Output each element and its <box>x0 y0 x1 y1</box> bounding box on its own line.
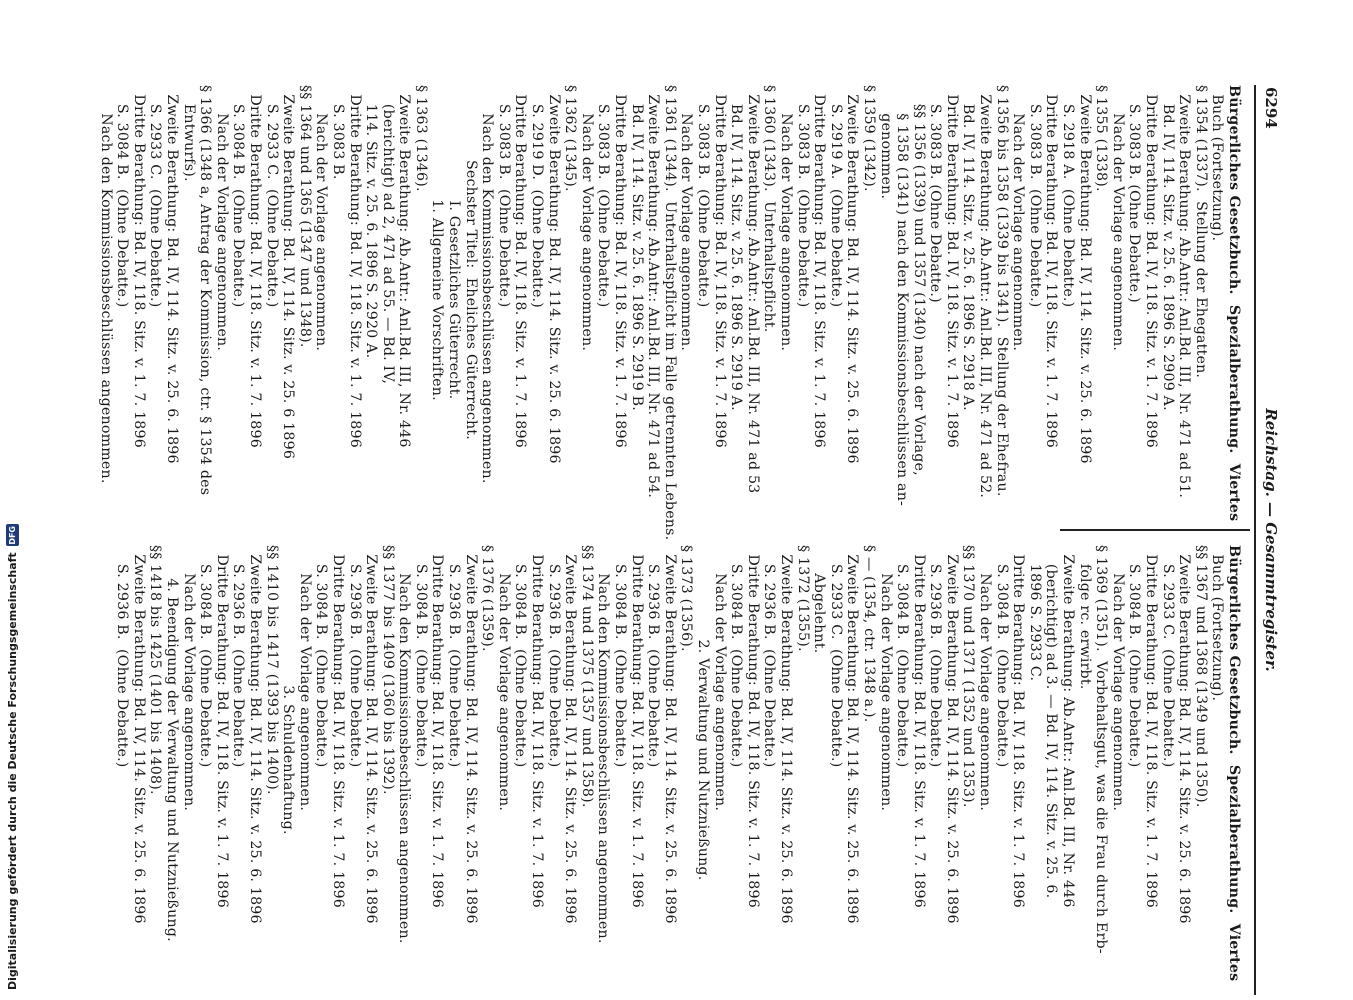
index-line: Nach der Vorlage angenommen. <box>495 545 512 812</box>
index-line: §§ 1370 und 1371 (1352 und 1353). <box>960 545 977 808</box>
page-number: 6294 <box>1262 87 1280 129</box>
index-line: S. 2936 B. (Ohne Debatte.) <box>645 545 662 768</box>
index-line: Zweite Berathung: Bd. IV, 114. Sitz. v. 25. 6. 1896 <box>545 85 562 464</box>
index-line: 2. Verwaltung und Nutznießung. <box>695 639 711 881</box>
index-line: § 1362 (1345). <box>562 85 579 192</box>
index-line: Bd. IV, 114. Sitz. v. 25. 6. 1896 S. 2918 A. <box>960 85 977 411</box>
index-line: § 1373 (1356). <box>678 545 695 652</box>
index-line: Zweite Berathung: Bd. IV, 114. Sitz. v. 25. 6. 1896 <box>844 545 861 924</box>
index-line: S. 3084 B. (Ohne Debatte.) <box>197 545 214 768</box>
index-line: S. 3084 B. (Ohne Debatte.) <box>412 545 429 768</box>
index-line: § 1376 (1359). <box>479 545 496 652</box>
index-line: S. 2936 B. (Ohne Debatte.) <box>114 545 131 768</box>
index-line: Zweite Berathung: Bd. IV, 114. Sitz. v. 25. 6. 1896 <box>462 545 479 924</box>
index-line: S. 3084 B. (Ohne Debatte.) <box>313 545 330 768</box>
index-line: § 1359 (1342). <box>860 85 877 192</box>
index-line: Zweite Berathung: Bd. IV, 114. Sitz. v. 25. 6. 1896 <box>1076 85 1093 464</box>
index-line: Dritte Berathung: Bd. IV, 118. Sitz. v. 1. 7. 1896 <box>1143 545 1160 908</box>
index-line: S. 3084 B. (Ohne Debatte.) <box>993 545 1010 768</box>
index-line: § 1372 (1355). <box>794 545 811 652</box>
index-line: S. 3084 B. (Ohne Debatte.) <box>1126 545 1143 768</box>
index-line: S. 2936 B. (Ohne Debatte.) <box>761 545 778 768</box>
index-line: Zweite Berathung: Bd. IV, 114. Sitz. v. 25. 6. 1896 <box>164 85 180 464</box>
index-line: S. 3083 B. <box>329 85 346 180</box>
index-line: Dritte Berathung: Bd. IV, 118. Sitz. v. 1. 7. 1896 <box>612 85 629 448</box>
index-line: Nach den Kommissionsbeschlüssen angenommen. <box>396 545 413 944</box>
index-line: S. 2933 C. (Ohne Debatte.) <box>1159 545 1176 768</box>
index-line: § 1354 (1337). Stellung der Ehegatten. <box>1192 85 1209 379</box>
index-line: Dritte Berathung: Bd. IV, 118. Sitz. v. 1. 7. 1896 <box>429 545 446 908</box>
index-line: S. 2936 B. (Ohne Debatte.) <box>446 545 463 768</box>
index-line: § — (1354, ctr. 1348 a.). <box>860 545 877 723</box>
digitization-footer <box>6 524 19 990</box>
index-line: § 1355 (1338). <box>1093 85 1110 192</box>
index-line: 1896 S. 2933 C. <box>1026 545 1043 682</box>
index-line: Nach den Kommissionsbeschlüssen angenommen. <box>479 85 496 484</box>
index-line: S. 3083 B. (Ohne Debatte.) <box>927 85 944 303</box>
index-line: Zweite Berathung: Ab.Antr.: Anl.Bd. III, Nr. 471 ad 53 <box>744 85 761 494</box>
index-line: folge rc. erwirbt. <box>1076 545 1093 690</box>
index-line: Nach der Vorlage angenommen. <box>678 85 695 352</box>
index-line: 1. Allgemeine Vorschriften. <box>429 199 446 401</box>
index-line: Bürgerliches Gesetzbuch. Spezialberathung. Viertes <box>1226 85 1242 522</box>
index-line: Sechster Titel: Eheliches Güterrecht. <box>462 160 479 440</box>
page-header <box>1254 85 1280 995</box>
index-line: S. 2936 B. (Ohne Debatte.) <box>346 545 363 768</box>
index-line: Zweite Berathung: Bd. IV, 114. Sitz. v. 25. 6. 1896 <box>130 545 147 924</box>
index-line: 114. Sitz. v. 25. 6. 1896 S. 2920 A. <box>363 85 380 359</box>
index-line: Nach der Vorlage angenommen. <box>180 545 197 812</box>
index-line: Dritte Berathung: Bd. IV, 118. Sitz. v. 1. 7. 1896 <box>130 85 147 448</box>
index-line: S. 3084 B. (Ohne Debatte.) <box>894 545 911 768</box>
index-line: Dritte Berathung: Bd. IV, 118. Sitz. v. 1. 7. 1896 <box>529 545 546 908</box>
index-line: S. 2918 A. (Ohne Debatte.) <box>1060 85 1077 308</box>
index-line: (berichtigt) ad 3. — Bd. IV, 114. Sitz. v. 25. 6. <box>1043 545 1060 899</box>
index-line: S. 2936 B. (Ohne Debatte.) <box>545 545 562 768</box>
index-line: Nach den Kommissionsbeschlüssen angenommen. <box>97 85 114 484</box>
index-line: Dritte Berathung: Bd. IV, 118. Sitz. v. 1. 7. 1896 <box>1010 545 1027 908</box>
index-line: Nach der Vorlage angenommen. <box>313 85 330 352</box>
index-line: Dritte Berathung: Bd. IV, 118. Sitz. v. 1. 7. 1896 <box>346 85 363 448</box>
index-line: Dritte Berathung: Bd. IV, 118. Sitz. v. 1. 7. 1896 <box>811 85 828 448</box>
index-line: Zweite Berathung: Bd. IV, 114. Sitz. v. 25. 6. 1896 <box>562 545 579 924</box>
index-line: § 1369 (1351). Vorbehaltsgut, was die Frau durch Erb- <box>1093 545 1110 954</box>
index-line: §§ 1367 und 1368 (1349 und 1350). <box>1192 545 1209 808</box>
index-line: Zweite Berathung: Ab.Antr.: Anl.Bd. III, Nr. 446 <box>396 85 413 448</box>
index-line: Zweite Berathung: Bd. IV, 114. Sitz. v. 25. 6. 1896 <box>1176 545 1193 924</box>
index-line: Zweite Berathung: Bd. IV, 114. Sitz. v. 25. 6. 1896 <box>246 545 263 924</box>
index-line: §§ 1374 und 1375 (1357 und 1358). <box>578 545 595 808</box>
index-line: S. 3084 B. (Ohne Debatte.) <box>612 545 629 768</box>
index-line: Nach der Vorlage angenommen. <box>977 545 994 812</box>
index-line: S. 2933 C. (Ohne Debatte.) <box>263 85 280 308</box>
index-line: S. 3083 B. (Ohne Debatte.) <box>1126 85 1143 303</box>
index-line: Nach der Vorlage angenommen. <box>877 545 894 812</box>
index-line: Buch (Fortsetzung). <box>1209 85 1226 242</box>
footer-text: Digitalisierung gefördert durch die Deutsche Forschungsgemeinschaft <box>6 552 19 990</box>
index-line: §§ 1418 bis 1425 (1401 bis 1408). <box>147 545 164 795</box>
index-line: Nach der Vorlage angenommen. <box>1109 85 1126 352</box>
index-line: 4. Beendigung der Verwaltung und Nutznießung. <box>164 578 180 942</box>
index-line: 3. Schuldenhaftung. <box>280 685 297 835</box>
index-line: Zweite Berathung: Bd. IV, 114. Sitz. v. 25. 6. 1896 <box>844 85 861 464</box>
index-line: S. 3084 B. (Ohne Debatte.) <box>728 545 745 768</box>
index-line: Zweite Berathung: Bd. IV, 114. Sitz. v. 25. 6. 1896 <box>661 545 678 924</box>
index-line: Nach der Vorlage angenommen. <box>711 545 728 812</box>
index-line: Bürgerliches Gesetzbuch. Spezialberathung. Viertes <box>1226 545 1242 982</box>
index-line: Dritte Berathung: Bd. IV, 118. Sitz. v. 1. 7. 1896 <box>711 85 728 448</box>
index-line: Nach der Vorlage angenommen. <box>213 85 230 352</box>
index-line: Zweite Berathung: Ab.Antr.: Anl.Bd. III, Nr. 471 ad 52. <box>977 85 994 499</box>
index-line: §§ 1356 (1339) und 1357 (1340) nach der Vorlage, <box>910 85 927 476</box>
right-column <box>114 545 1242 982</box>
index-line: S. 3083 B. (Ohne Debatte.) <box>695 85 711 308</box>
index-line: §§ 1410 bis 1417 (1393 bis 1400). <box>263 545 280 795</box>
index-line: S. 3083 B. (Ohne Debatte.) <box>495 85 512 308</box>
index-line: S. 3083 B. (Ohne Debatte.) <box>794 85 811 308</box>
index-line: § 1363 (1346). <box>412 85 429 192</box>
index-line: Zweite Berathung: Ab.Antr.: Anl.Bd. III, Nr. 471 ad 51. <box>1176 85 1193 499</box>
index-line: § 1356 bis 1358 (1339 bis 1341). Stellung der Ehefrau. <box>993 85 1010 497</box>
column-divider <box>1060 529 1250 531</box>
dfg-logo: DFG <box>8 526 17 545</box>
index-line: Zweite Berathung: Ab.Antr.: Anl.Bd. III, Nr. 471 ad 54. <box>645 85 662 499</box>
index-line: S. 2936 B. (Ohne Debatte.) <box>230 545 247 768</box>
index-line: §§ 1364 und 1365 (1347 und 1348). <box>296 85 313 348</box>
index-line: Dritte Berathung: Bd. IV, 118. Sitz. v. 1. 7. 1896 <box>628 545 645 908</box>
index-line: Dritte Berathung: Bd. IV, 118. Sitz. v. 1. 7. 1896 <box>1043 85 1060 448</box>
index-line: § 1360 (1343). Unterhaltspflicht. <box>761 85 778 333</box>
index-line: Bd. IV, 114. Sitz. v. 25. 6. 1896 S. 2919 A. <box>728 85 745 411</box>
index-line: S. 3083 B. (Ohne Debatte.) <box>1026 85 1043 308</box>
index-line: S. 2936 B. (Ohne Debatte.) <box>927 545 944 768</box>
header-title: Reichstag. — Gesammtregister. <box>1262 408 1280 672</box>
index-line: Dritte Berathung: Bd. IV, 118. Sitz. v. 1. 7. 1896 <box>213 545 230 908</box>
index-line: Entwurfs). <box>180 85 197 182</box>
index-line: S. 2933 C. (Ohne Debatte.) <box>827 545 844 768</box>
index-line: S. 2919 D. (Ohne Debatte.) <box>529 85 546 308</box>
index-line: genommen. <box>877 85 894 200</box>
index-line: Bd. IV, 114. Sitz. v. 25. 6. 1896 S. 2909 A. <box>1159 85 1176 411</box>
index-line: S. 3084 B. (Ohne Debatte.) <box>512 545 529 768</box>
index-line: I. Gesetzliches Güterrecht. <box>446 200 463 400</box>
index-line: Dritte Berathung: Bd. IV, 118. Sitz. v. 1. 7. 1896 <box>329 545 346 908</box>
index-line: Dritte Berathung: Bd. IV, 118. Sitz. v. 1. 7. 1896 <box>512 85 529 448</box>
index-line: § 1361 (1344). Unterhaltspflicht im Falle getrennten Lebens. <box>661 85 678 541</box>
index-line: S. 2933 C. (Ohne Debatte.) <box>147 85 164 308</box>
index-line: § 1366 (1348 a, Antrag der Kommission, ctr. § 1354 des <box>197 85 214 496</box>
index-line: Dritte Berathung: Bd. IV, 118. Sitz. v. 1. 7. 1896 <box>1143 85 1160 448</box>
index-line: Nach der Vorlage angenommen. <box>777 85 794 352</box>
index-line: Dritte Berathung: Bd. IV, 118. Sitz. v. 1. 7. 1896 <box>246 85 263 448</box>
index-line: Zweite Berathung: Ab.Antr.: Anl.Bd. III, Nr. 446 <box>1060 545 1077 908</box>
index-line: Abgelehnt. <box>811 545 828 654</box>
index-line: Zweite Berathung: Bd. IV, 114. Sitz. v. 25. 6 1896 <box>280 85 297 460</box>
rotated-page <box>65 85 1280 995</box>
index-line: Nach den Kommissionsbeschlüssen angenommen. <box>595 545 612 944</box>
index-line: § 1358 (1341) nach den Kommissionsbeschlüssen an- <box>894 85 911 507</box>
index-line: Bd. IV, 114. Sitz. v. 25. 6. 1896 S. 2919 B. <box>628 85 645 411</box>
index-line: Buch (Fortsetzung). <box>1209 545 1226 702</box>
index-line: Dritte Berathung: Bd. IV, 118. Sitz. v. 1. 7. 1896 <box>943 85 960 448</box>
index-line: Zweite Berathung: Bd. IV, 114. Sitz. v. 25. 6. 1896 <box>363 545 380 924</box>
index-line: Nach der Vorlage angenommen. <box>1010 85 1027 352</box>
index-line: Nach der Vorlage angenommen. <box>1109 545 1126 812</box>
index-line: Dritte Berathung: Bd. IV, 118. Sitz. v. 1. 7. 1896 <box>910 545 927 908</box>
index-line: S. 3083 B. (Ohne Debatte.) <box>595 85 612 308</box>
index-line: Nach der Vorlage angenommen. <box>578 85 595 352</box>
index-line: Nach der Vorlage angenommen. <box>296 545 313 812</box>
index-line: §§ 1377 bis 1409 (1360 bis 1392). <box>379 545 396 795</box>
index-line: S. 3084 B. (Ohne Debatte.) <box>114 85 131 308</box>
index-line: Dritte Berathung: Bd. IV, 118. Sitz. v. 1. 7. 1896 <box>744 545 761 908</box>
index-line: S. 3084 B. (Ohne Debatte.) <box>230 85 247 308</box>
index-line: Zweite Berathung: Bd. IV, 114. Sitz. v. 25. 6. 1896 <box>943 545 960 924</box>
left-column <box>97 85 1242 541</box>
index-line: S. 2919 A. (Ohne Debatte.) <box>827 85 844 308</box>
index-line: (berichtigt) ad 2, 471 ad 55. — Bd. IV, <box>379 85 396 385</box>
index-line: Zweite Berathung: Bd. IV, 114. Sitz. v. 25. 6. 1896 <box>777 545 794 924</box>
